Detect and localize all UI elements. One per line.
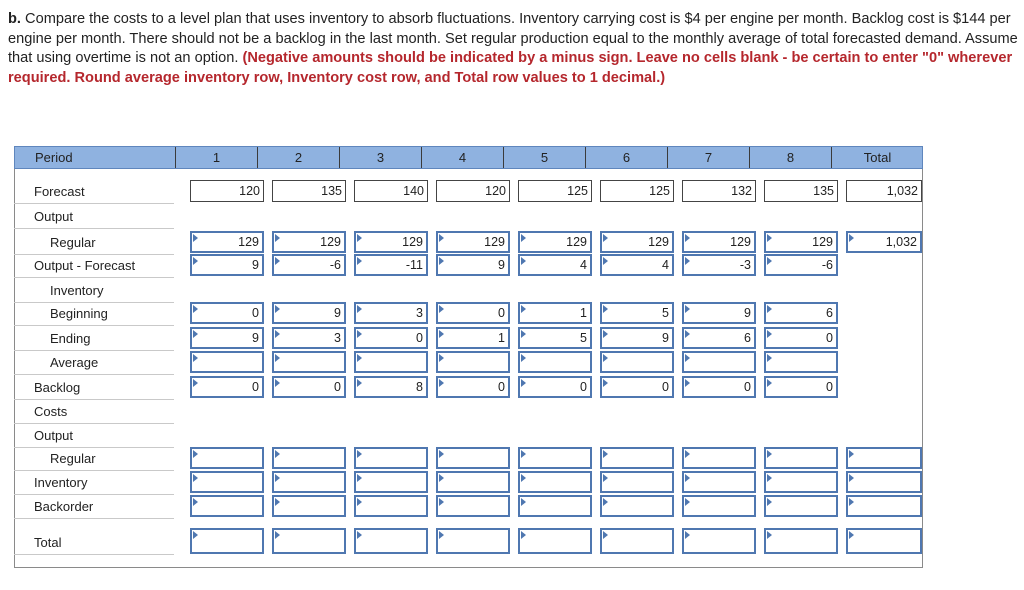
cell-value: 0 [252,306,259,320]
cell-value: -3 [739,258,751,272]
input-marker-icon [275,305,280,313]
cell-value: -6 [821,258,833,272]
backlog-cell-8[interactable] [764,376,838,398]
cell-value: 129 [320,235,341,249]
cell-value: 129 [566,235,587,249]
cell-value: 4 [662,258,669,272]
input-marker-icon [767,354,772,362]
total-header: Total [831,147,923,168]
cell-value: 129 [238,235,259,249]
regular-cell-6[interactable] [600,231,674,253]
input-marker-icon [603,305,608,313]
row-label-costs-backorder [14,495,174,519]
cell-value: 1 [498,331,505,345]
cell-value: 129 [730,235,751,249]
forecast-cell-4 [436,180,510,202]
output-forecast-cell-3[interactable] [354,254,428,276]
cell-value: -11 [405,258,423,272]
average-cell-4[interactable] [436,351,510,373]
costs-inventory-cell-4[interactable] [436,471,510,493]
period-header-3: 3 [339,147,421,168]
input-marker-icon [193,450,198,458]
input-marker-icon [685,450,690,458]
input-marker-icon [603,330,608,338]
input-marker-icon [275,257,280,265]
regular-cell-5[interactable] [518,231,592,253]
cell-value: 1,032 [885,235,917,249]
row-label-text: Output [34,428,74,443]
period-header: Period [35,150,73,165]
input-marker-icon [685,498,690,506]
input-marker-icon [357,305,362,313]
input-marker-icon [767,305,772,313]
input-marker-icon [275,330,280,338]
cell-value: 0 [252,380,259,394]
input-marker-icon [357,354,362,362]
cell-value: 135 [321,184,342,198]
input-marker-icon [685,234,690,242]
input-marker-icon [685,305,690,313]
input-marker-icon [685,474,690,482]
row-label-costs-output [14,424,174,448]
input-marker-icon [193,354,198,362]
regular-cell-7[interactable] [682,231,756,253]
costs-backorder-cell-1[interactable] [190,495,264,517]
costs-backorder-cell-7[interactable] [682,495,756,517]
ending-cell-5[interactable] [518,327,592,349]
row-label-costs [14,400,174,424]
cell-value: 125 [567,184,588,198]
cell-value: 125 [649,184,670,198]
average-cell-3[interactable] [354,351,428,373]
input-marker-icon [603,474,608,482]
costs-inventory-cell-1[interactable] [190,471,264,493]
row-label-output-forecast [14,254,174,278]
input-marker-icon [521,305,526,313]
ending-cell-2[interactable] [272,327,346,349]
input-marker-icon [275,450,280,458]
input-marker-icon [357,234,362,242]
cell-value: 3 [416,306,423,320]
beginning-cell-8[interactable] [764,302,838,324]
input-marker-icon [357,474,362,482]
forecast-cell-1 [190,180,264,202]
period-header-5: 5 [503,147,585,168]
row-label-total [14,531,174,555]
input-marker-icon [275,354,280,362]
average-cell-7[interactable] [682,351,756,373]
input-marker-icon [357,379,362,387]
input-marker-icon [439,257,444,265]
costs-regular-cell-5[interactable] [518,447,592,469]
period-header-1: 1 [175,147,257,168]
beginning-cell-2[interactable] [272,302,346,324]
input-marker-icon [521,257,526,265]
input-marker-icon [275,531,280,539]
forecast-cell-2 [272,180,346,202]
instructions-note: (Negative amounts should be indicated by a minus sign. Leave no cells blank - be certain to enter "0" wherever required. Round average inventory row, Inventory cost row, and Total row values to 1 decimal.) [8,50,1013,86]
input-marker-icon [603,379,608,387]
row-label-text: Regular [50,235,96,250]
input-marker-icon [685,257,690,265]
part-label: b. [8,11,21,27]
period-header-4: 4 [421,147,503,168]
input-marker-icon [849,498,854,506]
period-header-8: 8 [749,147,831,168]
input-marker-icon [849,531,854,539]
cell-value: 129 [648,235,669,249]
cell-value: 135 [813,184,834,198]
costs-backorder-cell-2[interactable] [272,495,346,517]
regular-cell-3[interactable] [354,231,428,253]
average-cell-8[interactable] [764,351,838,373]
backlog-cell-7[interactable] [682,376,756,398]
total-cell-5[interactable] [518,528,592,554]
row-label-text: Output [34,209,74,224]
input-marker-icon [603,354,608,362]
input-marker-icon [521,330,526,338]
cell-value: 0 [662,380,669,394]
input-marker-icon [275,234,280,242]
input-marker-icon [357,498,362,506]
cell-value: 0 [498,306,505,320]
backlog-cell-3[interactable] [354,376,428,398]
cell-value: 0 [580,380,587,394]
total-cell-4[interactable] [436,528,510,554]
input-marker-icon [767,531,772,539]
cell-value: 9 [498,258,505,272]
input-marker-icon [767,257,772,265]
input-marker-icon [439,234,444,242]
input-marker-icon [521,474,526,482]
forecast-total-cell [846,180,922,202]
input-marker-icon [521,234,526,242]
cell-value: 129 [812,235,833,249]
input-marker-icon [521,379,526,387]
row-label-backlog [14,376,174,400]
input-marker-icon [767,379,772,387]
costs-backorder-cell-6[interactable] [600,495,674,517]
ending-cell-1[interactable] [190,327,264,349]
cell-value: 132 [731,184,752,198]
backlog-cell-2[interactable] [272,376,346,398]
input-marker-icon [685,354,690,362]
costs-regular-cell-7[interactable] [682,447,756,469]
cell-value: 5 [662,306,669,320]
cell-value: 0 [498,380,505,394]
input-marker-icon [767,234,772,242]
total-total-cell[interactable] [846,528,922,554]
beginning-cell-5[interactable] [518,302,592,324]
input-marker-icon [767,498,772,506]
cell-value: 0 [826,380,833,394]
input-marker-icon [193,498,198,506]
input-marker-icon [849,450,854,458]
output-forecast-cell-2[interactable] [272,254,346,276]
row-label-text: Output - Forecast [34,258,136,273]
input-marker-icon [193,305,198,313]
input-marker-icon [849,234,854,242]
backlog-cell-6[interactable] [600,376,674,398]
row-label-text: Costs [34,404,68,419]
cell-value: 120 [239,184,260,198]
input-marker-icon [767,330,772,338]
regular-cell-1[interactable] [190,231,264,253]
input-marker-icon [439,474,444,482]
total-cell-2[interactable] [272,528,346,554]
costs-inventory-cell-8[interactable] [764,471,838,493]
output-forecast-cell-5[interactable] [518,254,592,276]
forecast-cell-8 [764,180,838,202]
row-label-text: Beginning [50,306,108,321]
costs-inventory-cell-3[interactable] [354,471,428,493]
input-marker-icon [603,234,608,242]
costs-regular-cell-6[interactable] [600,447,674,469]
input-marker-icon [439,330,444,338]
input-marker-icon [193,234,198,242]
input-marker-icon [521,498,526,506]
input-marker-icon [603,498,608,506]
average-cell-5[interactable] [518,351,592,373]
output-forecast-cell-8[interactable] [764,254,838,276]
output-forecast-cell-4[interactable] [436,254,510,276]
cell-value: 0 [334,380,341,394]
cell-value: 9 [662,331,669,345]
input-marker-icon [685,531,690,539]
costs-backorder-cell-5[interactable] [518,495,592,517]
input-marker-icon [439,305,444,313]
costs-backorder-total-cell[interactable] [846,495,922,517]
backlog-cell-5[interactable] [518,376,592,398]
row-label-costs-inventory [14,471,174,495]
output-forecast-cell-6[interactable] [600,254,674,276]
costs-regular-cell-2[interactable] [272,447,346,469]
beginning-cell-4[interactable] [436,302,510,324]
cell-value: 1 [580,306,587,320]
row-label-text: Regular [50,451,96,466]
costs-regular-cell-8[interactable] [764,447,838,469]
row-label-text: Backorder [34,499,94,514]
input-marker-icon [357,330,362,338]
cell-value: 9 [252,258,259,272]
cell-value: 8 [416,380,423,394]
cell-value: -6 [329,258,341,272]
input-marker-icon [685,379,690,387]
output-forecast-cell-7[interactable] [682,254,756,276]
average-cell-6[interactable] [600,351,674,373]
row-label-text: Inventory [34,475,88,490]
input-marker-icon [357,450,362,458]
cell-value: 1,032 [886,184,918,198]
beginning-cell-3[interactable] [354,302,428,324]
input-marker-icon [849,474,854,482]
regular-cell-2[interactable] [272,231,346,253]
cell-value: 0 [744,380,751,394]
row-label-text: Total [34,535,62,550]
instructions [8,10,1018,88]
period-header-7: 7 [667,147,749,168]
regular-total-cell[interactable] [846,231,922,253]
input-marker-icon [767,450,772,458]
input-marker-icon [603,257,608,265]
ending-cell-4[interactable] [436,327,510,349]
input-marker-icon [357,257,362,265]
cell-value: 9 [744,306,751,320]
input-marker-icon [193,531,198,539]
cell-value: 129 [402,235,423,249]
input-marker-icon [439,531,444,539]
ending-cell-3[interactable] [354,327,428,349]
costs-inventory-cell-7[interactable] [682,471,756,493]
cell-value: 5 [580,331,587,345]
input-marker-icon [521,531,526,539]
costs-inventory-total-cell[interactable] [846,471,922,493]
costs-inventory-cell-2[interactable] [272,471,346,493]
beginning-cell-7[interactable] [682,302,756,324]
costs-inventory-cell-5[interactable] [518,471,592,493]
backlog-cell-4[interactable] [436,376,510,398]
input-marker-icon [767,474,772,482]
period-header-2: 2 [257,147,339,168]
forecast-cell-7 [682,180,756,202]
input-marker-icon [275,379,280,387]
instructions-text: Compare the costs to a level plan that uses inventory to absorb fluctuations. Inventory carrying cost is $4 per engine per month. Backlog cost is $144 per engine per month. There should not be a backlog in the last month. Set regular production equal to the monthly average of total forecasted demand. Assume that using overtime is not an option. [8,11,1018,66]
input-marker-icon [439,450,444,458]
row-label-text: Average [50,355,99,370]
row-label-text: Inventory [50,283,104,298]
total-cell-1[interactable] [190,528,264,554]
cell-value: 120 [485,184,506,198]
row-label-text: Forecast [34,184,85,199]
forecast-cell-6 [600,180,674,202]
costs-regular-cell-4[interactable] [436,447,510,469]
row-label-beginning [14,302,174,326]
total-cell-6[interactable] [600,528,674,554]
forecast-cell-3 [354,180,428,202]
regular-cell-4[interactable] [436,231,510,253]
total-cell-3[interactable] [354,528,428,554]
cell-value: 6 [744,331,751,345]
backlog-cell-1[interactable] [190,376,264,398]
input-marker-icon [193,474,198,482]
input-marker-icon [439,498,444,506]
average-cell-2[interactable] [272,351,346,373]
input-marker-icon [521,354,526,362]
costs-backorder-cell-4[interactable] [436,495,510,517]
input-marker-icon [275,498,280,506]
beginning-cell-1[interactable] [190,302,264,324]
input-marker-icon [357,531,362,539]
costs-backorder-cell-3[interactable] [354,495,428,517]
cell-value: 6 [826,306,833,320]
row-label-text: Ending [50,331,91,346]
cell-value: 129 [484,235,505,249]
costs-regular-total-cell[interactable] [846,447,922,469]
input-marker-icon [439,379,444,387]
output-forecast-cell-1[interactable] [190,254,264,276]
input-marker-icon [193,379,198,387]
average-cell-1[interactable] [190,351,264,373]
input-marker-icon [193,257,198,265]
total-cell-8[interactable] [764,528,838,554]
costs-backorder-cell-8[interactable] [764,495,838,517]
costs-regular-cell-1[interactable] [190,447,264,469]
input-marker-icon [521,450,526,458]
cell-value: 140 [403,184,424,198]
beginning-cell-6[interactable] [600,302,674,324]
input-marker-icon [193,330,198,338]
ending-cell-7[interactable] [682,327,756,349]
row-label-regular [14,231,174,255]
ending-cell-8[interactable] [764,327,838,349]
cell-value: 9 [334,306,341,320]
row-label-costs-regular [14,447,174,471]
input-marker-icon [439,354,444,362]
costs-inventory-cell-6[interactable] [600,471,674,493]
cell-value: 4 [580,258,587,272]
row-label-forecast [14,180,174,204]
input-marker-icon [685,330,690,338]
row-label-text: Backlog [34,380,81,395]
cell-value: 3 [334,331,341,345]
regular-cell-8[interactable] [764,231,838,253]
row-label-ending [14,327,174,351]
forecast-cell-5 [518,180,592,202]
total-cell-7[interactable] [682,528,756,554]
row-label-output [14,205,174,229]
costs-regular-cell-3[interactable] [354,447,428,469]
row-label-average [14,351,174,375]
ending-cell-6[interactable] [600,327,674,349]
period-header-6: 6 [585,147,667,168]
input-marker-icon [603,531,608,539]
table-header [14,146,923,169]
input-marker-icon [603,450,608,458]
cell-value: 9 [252,331,259,345]
input-marker-icon [275,474,280,482]
row-label-inventory [14,279,174,303]
cell-value: 0 [416,331,423,345]
cell-value: 0 [826,331,833,345]
